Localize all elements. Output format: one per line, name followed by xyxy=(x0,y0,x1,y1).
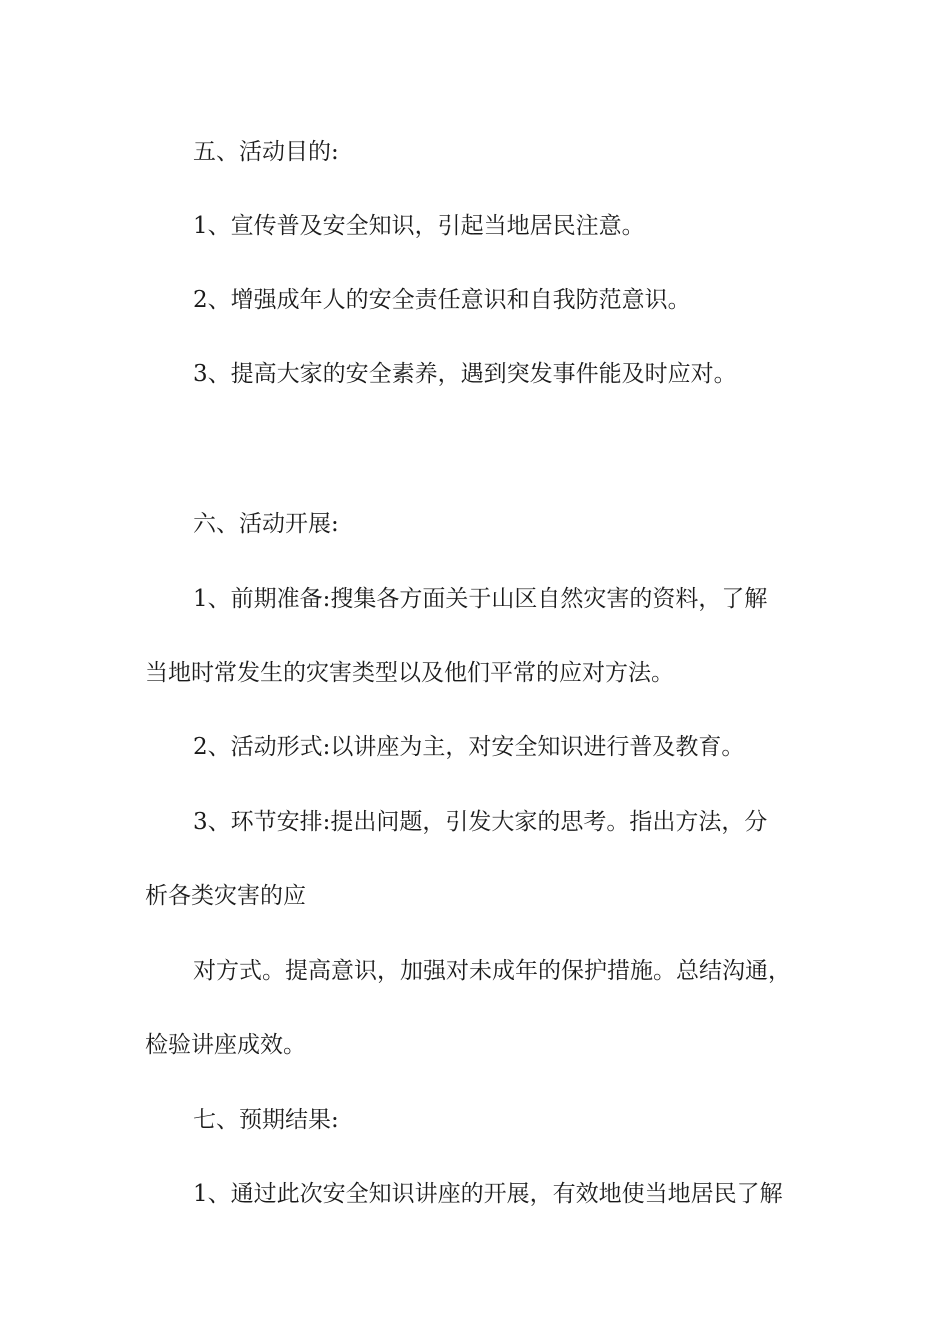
activity-item-1-line-1: 1、前期准备:搜集各方面关于山区自然灾害的资料，了解 xyxy=(193,586,768,612)
activity-item-3-line-3: 对方式。提高意识，加强对未成年的保护措施。总结沟通， xyxy=(193,958,791,984)
activity-item-3-line-4: 检验讲座成效。 xyxy=(145,1032,306,1058)
activity-item-1-line-2: 当地时常发生的灾害类型以及他们平常的应对方法。 xyxy=(145,660,674,686)
purpose-item-1: 1、宣传普及安全知识，引起当地居民注意。 xyxy=(193,213,645,239)
activity-item-2: 2、活动形式:以讲座为主，对安全知识进行普及教育。 xyxy=(193,734,745,760)
activity-item-3-line-2: 析各类灾害的应 xyxy=(145,883,306,909)
section-heading-expected-results: 七、预期结果: xyxy=(193,1107,339,1133)
result-item-1-line-1: 1、通过此次安全知识讲座的开展，有效地使当地居民了解 xyxy=(193,1181,783,1207)
purpose-item-2: 2、增强成年人的安全责任意识和自我防范意识。 xyxy=(193,287,691,313)
section-heading-activities: 六、活动开展: xyxy=(193,511,339,537)
section-heading-purpose: 五、活动目的: xyxy=(193,139,339,165)
activity-item-3-line-1: 3、环节安排:提出问题，引发大家的思考。指出方法，分 xyxy=(193,809,768,835)
purpose-item-3: 3、提高大家的安全素养，遇到突发事件能及时应对。 xyxy=(193,361,737,387)
